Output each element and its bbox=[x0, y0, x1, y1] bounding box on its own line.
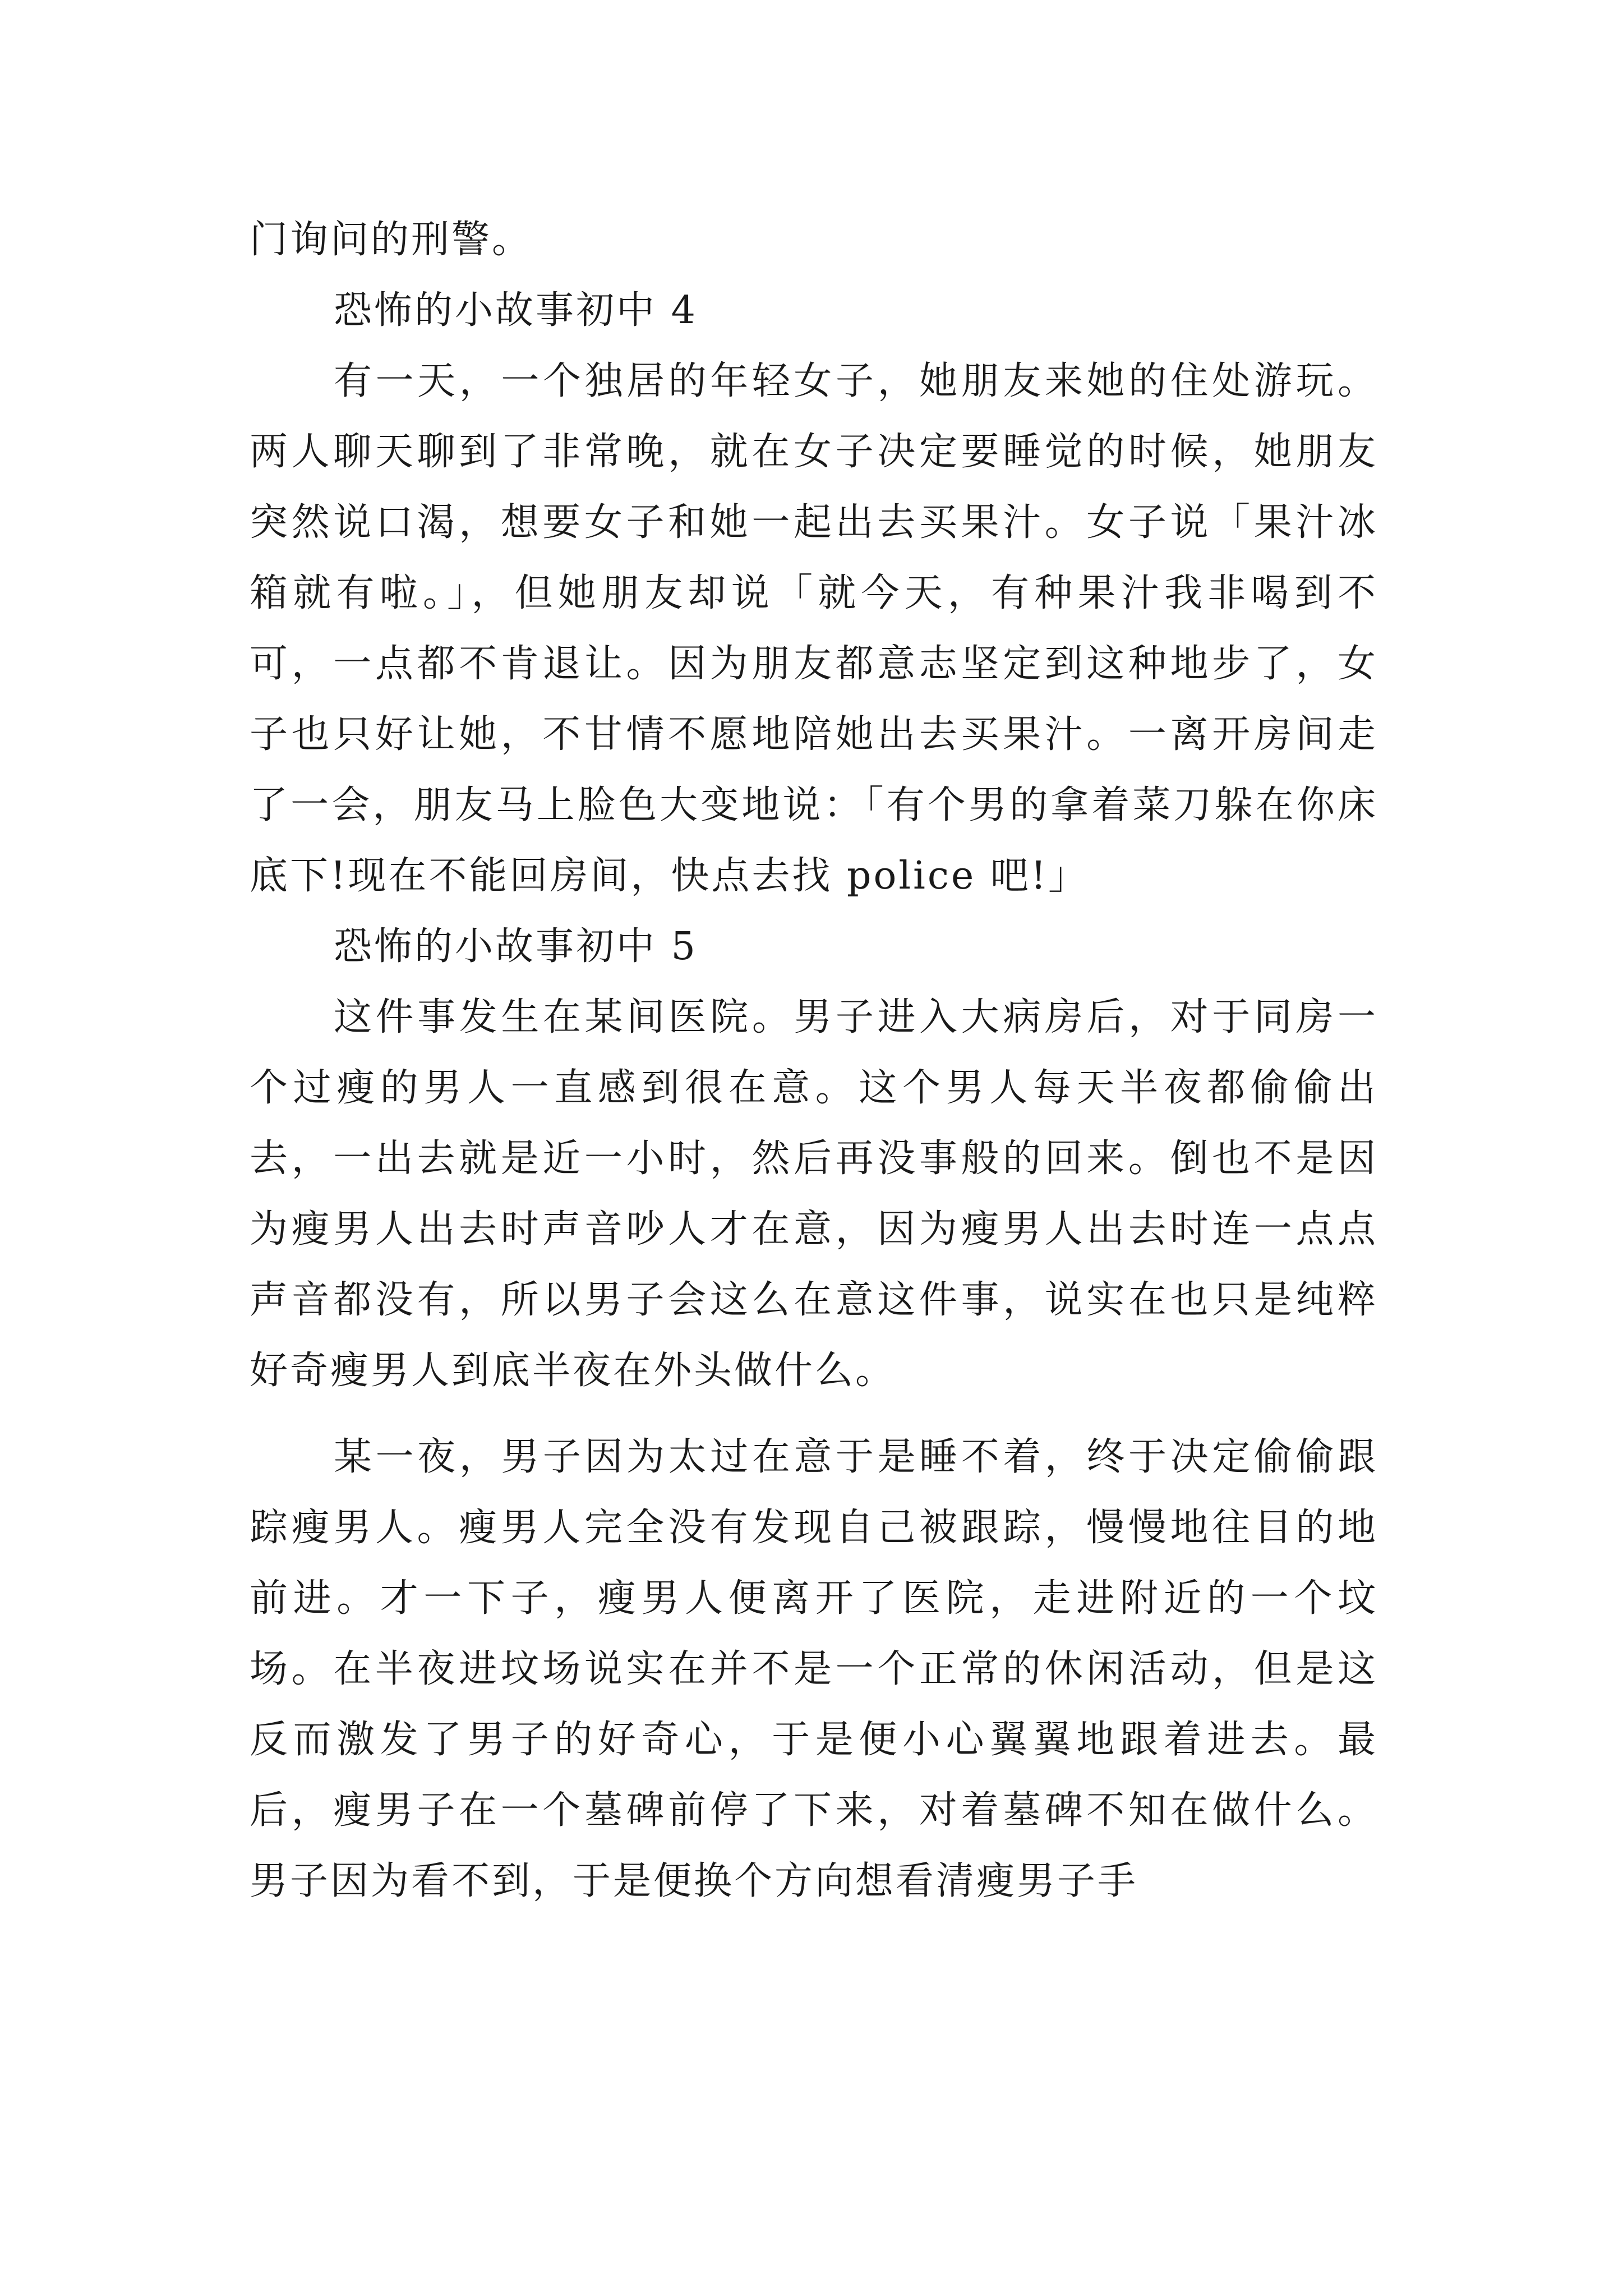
story-5-paragraph-2: 某一夜，男子因为太过在意于是睡不着，终于决定偷偷跟踪瘦男人。瘦男人完全没有发现自己被跟踪，慢慢地往目的地前进。才一下子，瘦男人便离开了医院，走进附近的一个坟场。在半夜进坟场说实在并不是一个正常的休闲活动，但是这反而激发了男子的好奇心，于是便小心翼翼地跟着进去。最后，瘦男子在一个墓碑前停了下来，对着墓碑不知在做什么。男子因为看不到，于是便换个方向想看清瘦男子手 bbox=[250, 1435, 1378, 1903]
section-heading-5: 恐怖的小故事初中 5 bbox=[334, 924, 698, 969]
story-4-paragraph: 有一天，一个独居的年轻女子，她朋友来她的住处游玩。两人聊天聊到了非常晚，就在女子决定要睡觉的时候，她朋友突然说口渴，想要女子和她一起出去买果汁。女子说「果汁冰箱就有啦。」，但她朋友却说「就今天，有种果汁我非喝到不可，一点都不肯退让。因为朋友都意志坚定到这种地步了，女子也只好让她，不甘情不愿地陪她出去买果汁。一离开房间走了一会，朋友马上脸色大变地说：「有个男的拿着菜刀躲在你床底下!现在不能回房间，快点去找 police 吧!」 bbox=[250, 359, 1378, 898]
section-heading-4: 恐怖的小故事初中 4 bbox=[334, 288, 698, 333]
text-column bbox=[250, 205, 1378, 1917]
paragraph-continuation: 门询问的刑警。 bbox=[250, 218, 533, 262]
story-5-paragraph-1: 这件事发生在某间医院。男子进入大病房后，对于同房一个过瘦的男人一直感到很在意。这个男人每天半夜都偷偷出去，一出去就是近一小时，然后再没事般的回来。倒也不是因为瘦男人出去时声音吵人才在意，因为瘦男人出去时连一点点声音都没有，所以男子会这么在意这件事，说实在也只是纯粹好奇瘦男人到底半夜在外头做什么。 bbox=[250, 995, 1378, 1393]
